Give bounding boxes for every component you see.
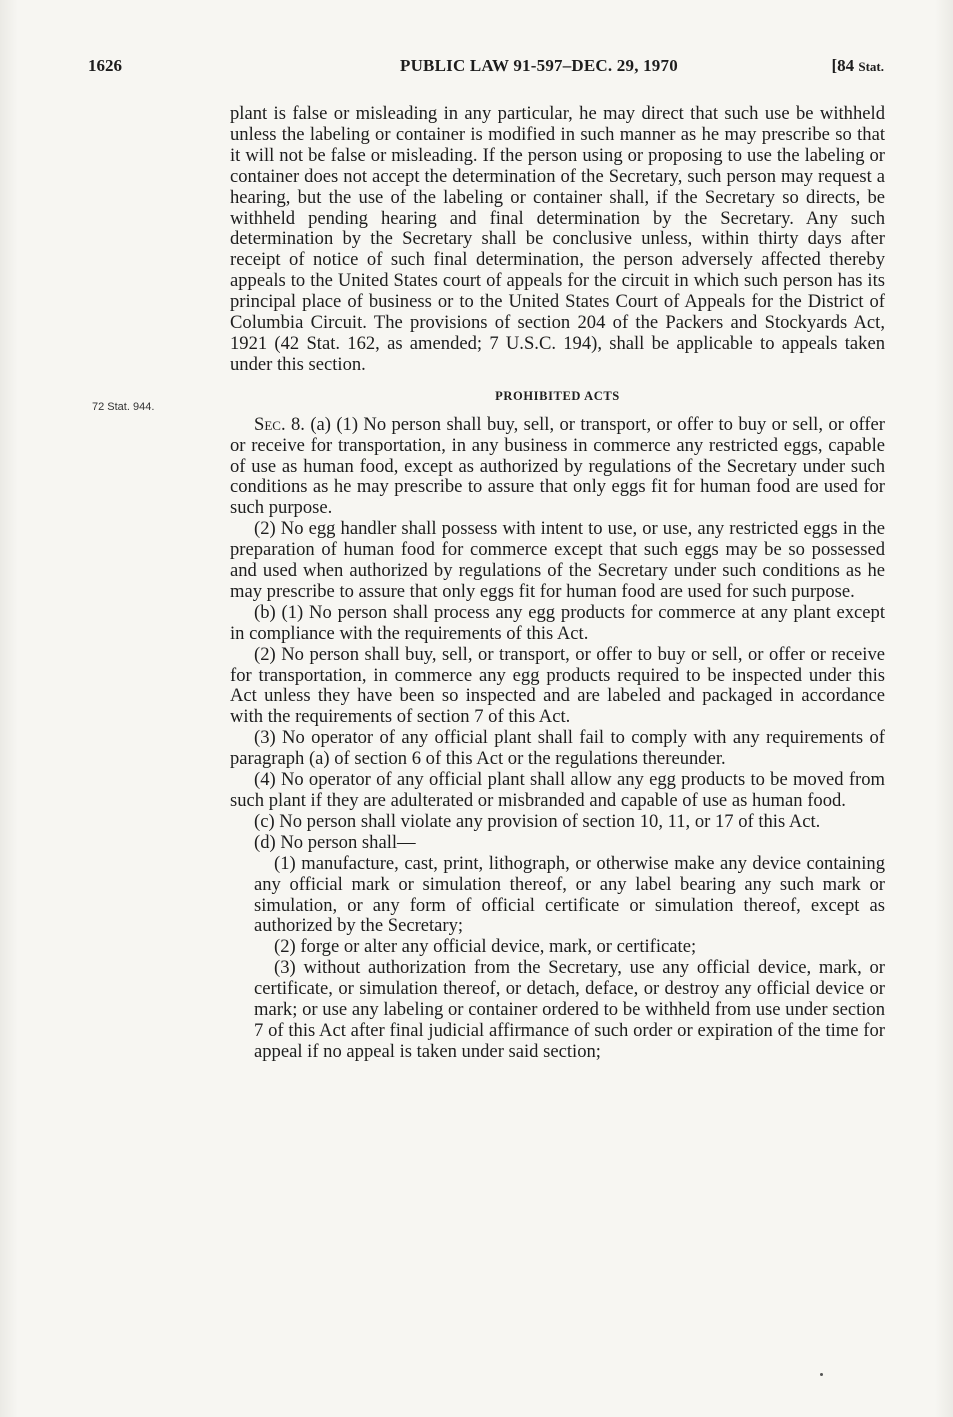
section-label: Sec. 8. (254, 413, 305, 435)
paragraph-d3: (3) without authorization from the Secretary, use any official device, mark, or certificate, or simulation thereof, or detach, deface, or destroy any official device or mark; or use any labeling or container ordered to be withheld from use under section 7 of this Act after final judicial affirmance of such order or expiration of the time for appeal if no appeal is taken under said section; (254, 957, 885, 1062)
ink-speck (820, 1373, 823, 1376)
paragraph-a2: (2) No egg handler shall possess with intent to use, or use, any restricted eggs in the preparation of human food for commerce except that such eggs may be so possessed and used when authorized by regulations of the Secretary under such conditions as he may prescribe to assure that only eggs fit for human food are used for such purpose. (230, 518, 885, 602)
stat-reference (831, 56, 884, 76)
paragraph-a1 (230, 415, 885, 520)
paragraph-c: (c) No person shall violate any provision of section 10, 11, or 17 of this Act. (254, 810, 821, 832)
margin-citation: 72 Stat. 944. (92, 401, 155, 413)
paragraph-d2: (2) forge or alter any official device, mark, or certificate; (274, 936, 697, 958)
stat-suffix: Stat. (858, 59, 884, 74)
paragraph-b1: (b) (1) No person shall process any egg products for commerce at any plant except in compliance with the requirements of this Act. (230, 601, 885, 644)
paragraph-d1: (1) manufacture, cast, print, lithograph, or otherwise make any device containing any official mark or simulation thereof, or any label bearing any such mark or simulation, or any form of official certificate or simulation thereof, except as authorized by the Secretary; (254, 852, 885, 937)
page-header (88, 56, 888, 82)
body-text (230, 104, 885, 1063)
header-title: PUBLIC LAW 91-597–DEC. 29, 1970 (400, 56, 678, 75)
page-number: 1626 (88, 56, 122, 75)
paragraph-b4: (4) No operator of any official plant shall allow any egg products to be moved from such plant if they are adulterated or misbranded and capable of use as human food. (230, 769, 885, 811)
paragraph-b3: (3) No operator of any official plant shall fail to comply with any requirements of paragraph (a) of section 6 of this Act or the regulations thereunder. (230, 727, 885, 770)
stat-prefix: [84 (831, 56, 859, 75)
intro-paragraph: plant is false or misleading in any particular, he may direct that such use be withheld unless the labeling or container is modified in such manner as he may prescribe so that it will not be false or misleading. If the person using or proposing to use the labeling or container does not accept the determination of the Secretary, such person may request a hearing, but the use of the labeling or container shall, if the Secretary so directs, be withheld pending hearing and final determination by the Secretary. Any such determination by the Secretary shall be conclusive unless, within thirty days after receipt of notice of such final determination, the person adversely affected thereby appeals to the United States court of appeals for the circuit in which such person has its principal place of business or to the United States Court of Appeals for the District of Columbia Circuit. The provisions of section 204 of the Packers and Stockyards Act, 1921 (42 Stat. 162, as amended; 7 U.S.C. 194), shall be applicable to appeals taken under this section. (230, 103, 885, 375)
paragraph-d: (d) No person shall— (254, 831, 416, 853)
paragraph-a1-text: (a) (1) No person shall buy, sell, or transport, or offer to buy or sell, or offer or receive for transportation, in any business in commerce any restricted eggs, capable of use as human food, except as authorized by regulations of the Secretary under such conditions as he may prescribe to assure that only eggs fit for human food are used for such purpose. (230, 413, 886, 519)
paragraph-b2: (2) No person shall buy, sell, or transport, or offer to buy or sell, or offer or receive for transportation, in commerce any egg products required to be inspected under this Act unless they have been so inspected and are labeled and packaged in accordance with the requirements of section 7 of this Act. (230, 643, 885, 728)
section-heading: PROHIBITED ACTS (495, 388, 620, 403)
